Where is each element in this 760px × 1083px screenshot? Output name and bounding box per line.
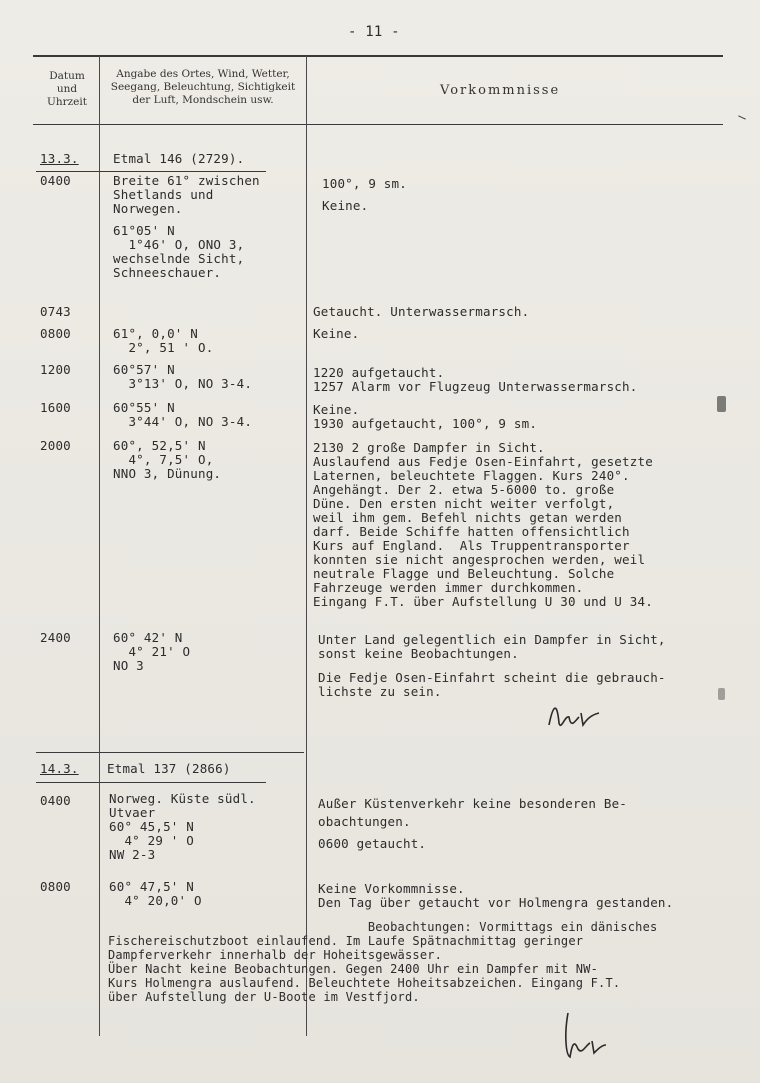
pos-line: Breite 61° zwischen — [113, 173, 260, 188]
date-underline — [36, 782, 266, 783]
pos-line: NO 3 — [113, 658, 144, 673]
closing-paragraph — [108, 920, 657, 1004]
header-date-line: Uhrzeit — [47, 96, 87, 108]
pos-1200 — [113, 363, 252, 391]
note-line: Düne. Den ersten nicht weiter verfolgt, — [313, 496, 615, 511]
pos-line: 4° 20,0' O — [109, 893, 202, 908]
note-line: lichste zu sein. — [318, 684, 442, 699]
note-line: obachtungen. — [318, 814, 411, 829]
time-0400: 0400 — [40, 173, 71, 188]
pos-line: 4° 21' O — [113, 644, 191, 659]
pos-line: Utvaer — [109, 805, 156, 820]
pos-line: Norweg. Küste südl. — [109, 791, 256, 806]
date-divider — [36, 752, 304, 753]
closing-line: Kurs Holmengra auslaufend. Beleuchtete Hoheitsabzeichen. Eingang F.T. — [108, 976, 621, 990]
notes-2400 — [318, 633, 666, 699]
pos-line: 4°, 7,5' O, — [113, 452, 214, 467]
etmal-14-3: Etmal 137 (2866) — [107, 761, 231, 776]
signature-icon — [560, 1005, 610, 1063]
closing-line: Dampferverkehr innerhalb der Hoheitsgewässer. — [108, 948, 443, 962]
scan-mark — [738, 115, 746, 119]
notes-0800-b — [318, 882, 673, 910]
notes-0743: Getaucht. Unterwassermarsch. — [313, 304, 530, 319]
pos-0400-b — [109, 792, 256, 862]
notes-0400-b — [318, 797, 627, 851]
note-line: Keine Vorkommnisse. — [318, 881, 465, 896]
note-line: neutrale Flagge und Beleuchtung. Solche — [313, 566, 615, 581]
pos-0400 — [113, 174, 260, 280]
top-rule — [33, 55, 723, 57]
note-line: sonst keine Beobachtungen. — [318, 646, 519, 661]
pos-line: 60° 42' N — [113, 630, 183, 645]
pos-line: NW 2-3 — [109, 847, 156, 862]
notes-0800: Keine. — [313, 326, 360, 341]
pos-2000 — [113, 439, 221, 481]
pos-line: NNO 3, Dünung. — [113, 466, 222, 481]
pos-line: wechselnde Sicht, — [113, 251, 245, 266]
closing-line: über Aufstellung der U-Boote im Vestfjord. — [108, 990, 420, 1004]
time-0743: 0743 — [40, 304, 71, 319]
pos-line: 2°, 51 ' O. — [113, 340, 214, 355]
header-col-events: Vorkommnisse — [440, 83, 561, 98]
pos-line: Norwegen. — [113, 201, 183, 216]
time-2000: 2000 — [40, 438, 71, 453]
note-line: Unter Land gelegentlich ein Dampfer in Sicht, — [318, 632, 666, 647]
note-line: 0600 getaucht. — [318, 836, 427, 851]
pos-line: Shetlands und — [113, 187, 214, 202]
notes-2000 — [313, 441, 653, 609]
date-underline — [36, 171, 266, 172]
note-line: Kurs auf England. Als Truppentransporter — [313, 538, 630, 553]
note-line: weil ihm gem. Befehl nichts getan werden — [313, 510, 623, 525]
page-number: - 11 - — [348, 24, 400, 40]
date-14-3: 14.3. — [40, 761, 79, 776]
closing-line: Fischereischutzboot einlaufend. Im Laufe Spätnachmittag geringer — [108, 934, 584, 948]
time-2400: 2400 — [40, 630, 71, 645]
pos-0800 — [113, 327, 213, 355]
note-line: 1220 aufgetaucht. — [313, 365, 445, 380]
date-13-3: 13.3. — [40, 151, 79, 166]
pos-line: 3°44' O, NO 3-4. — [113, 414, 253, 429]
time-1600: 1600 — [40, 400, 71, 415]
pos-line: 3°13' O, NO 3-4. — [113, 376, 253, 391]
col-divider-1 — [99, 56, 100, 1036]
note-line: Keine. — [313, 402, 360, 417]
pos-line: 60° 45,5' N — [109, 819, 194, 834]
header-col-location — [101, 68, 305, 107]
note-line: Außer Küstenverkehr keine besonderen Be- — [318, 796, 628, 811]
time-0400-b: 0400 — [40, 793, 71, 808]
note-line: Fahrzeuge werden immer durchkommen. — [313, 580, 584, 595]
pos-1600 — [113, 401, 252, 429]
punch-mark — [717, 396, 726, 412]
notes-1600 — [313, 403, 537, 431]
time-0800-b: 0800 — [40, 879, 71, 894]
note-line: darf. Beide Schiffe hatten offensichtlich — [313, 524, 630, 539]
note-line: 2130 2 große Dampfer in Sicht. — [313, 440, 545, 455]
note-line: Die Fedje Osen-Einfahrt scheint die gebrauch- — [318, 670, 666, 685]
note-line: 1257 Alarm vor Flugzeug Unterwassermarsch. — [313, 379, 638, 394]
header-location-line: Angabe des Ortes, Wind, Wetter, — [116, 68, 290, 80]
note-line: 100°, 9 sm. — [322, 176, 407, 191]
closing-line: Über Nacht keine Beobachtungen. Gegen 2400 Uhr ein Dampfer mit NW- — [108, 962, 599, 976]
pos-line: 1°46' O, ONO 3, — [113, 237, 245, 252]
time-1200: 1200 — [40, 362, 71, 377]
pos-line: Schneeschauer. — [113, 265, 222, 280]
note-line: konnten sie nicht angesprochen werden, weil — [313, 552, 646, 567]
note-line: 1930 aufgetaucht, 100°, 9 sm. — [313, 416, 538, 431]
punch-mark — [718, 688, 725, 700]
time-0800: 0800 — [40, 326, 71, 341]
etmal-13-3: Etmal 146 (2729). — [113, 151, 245, 166]
pos-line: 4° 29 ' O — [109, 833, 194, 848]
header-date-line: Datum — [49, 70, 85, 82]
pos-0800-b — [109, 880, 202, 908]
note-line: Keine. — [322, 198, 369, 213]
pos-line: 60°, 52,5' N — [113, 438, 206, 453]
pos-line: 60°57' N — [113, 362, 175, 377]
pos-2400 — [113, 631, 190, 673]
note-line: Den Tag über getaucht vor Holmengra gestanden. — [318, 895, 674, 910]
header-date-line: und — [56, 83, 78, 95]
notes-1200 — [313, 366, 637, 394]
note-line: Eingang F.T. über Aufstellung U 30 und U 34. — [313, 594, 653, 609]
note-line: Laternen, beleuchtete Flaggen. Kurs 240°. — [313, 468, 630, 483]
header-location-line: der Luft, Mondschein usw. — [132, 94, 274, 106]
header-col-date — [36, 70, 98, 109]
note-line: Angehängt. Der 2. etwa 5-6000 to. große — [313, 482, 615, 497]
notes-0400 — [322, 177, 407, 213]
pos-line: 61°, 0,0' N — [113, 326, 198, 341]
signature-icon — [545, 695, 605, 737]
note-line: Auslaufend aus Fedje Osen-Einfahrt, gesetzte — [313, 454, 653, 469]
col-divider-2 — [306, 56, 307, 1036]
pos-line: 60°55' N — [113, 400, 175, 415]
pos-line: 60° 47,5' N — [109, 879, 194, 894]
header-rule — [33, 124, 723, 125]
closing-line: Beobachtungen: Vormittags ein dänisches — [108, 920, 658, 934]
pos-line: 61°05' N — [113, 223, 175, 238]
header-location-line: Seegang, Beleuchtung, Sichtigkeit — [110, 81, 296, 93]
